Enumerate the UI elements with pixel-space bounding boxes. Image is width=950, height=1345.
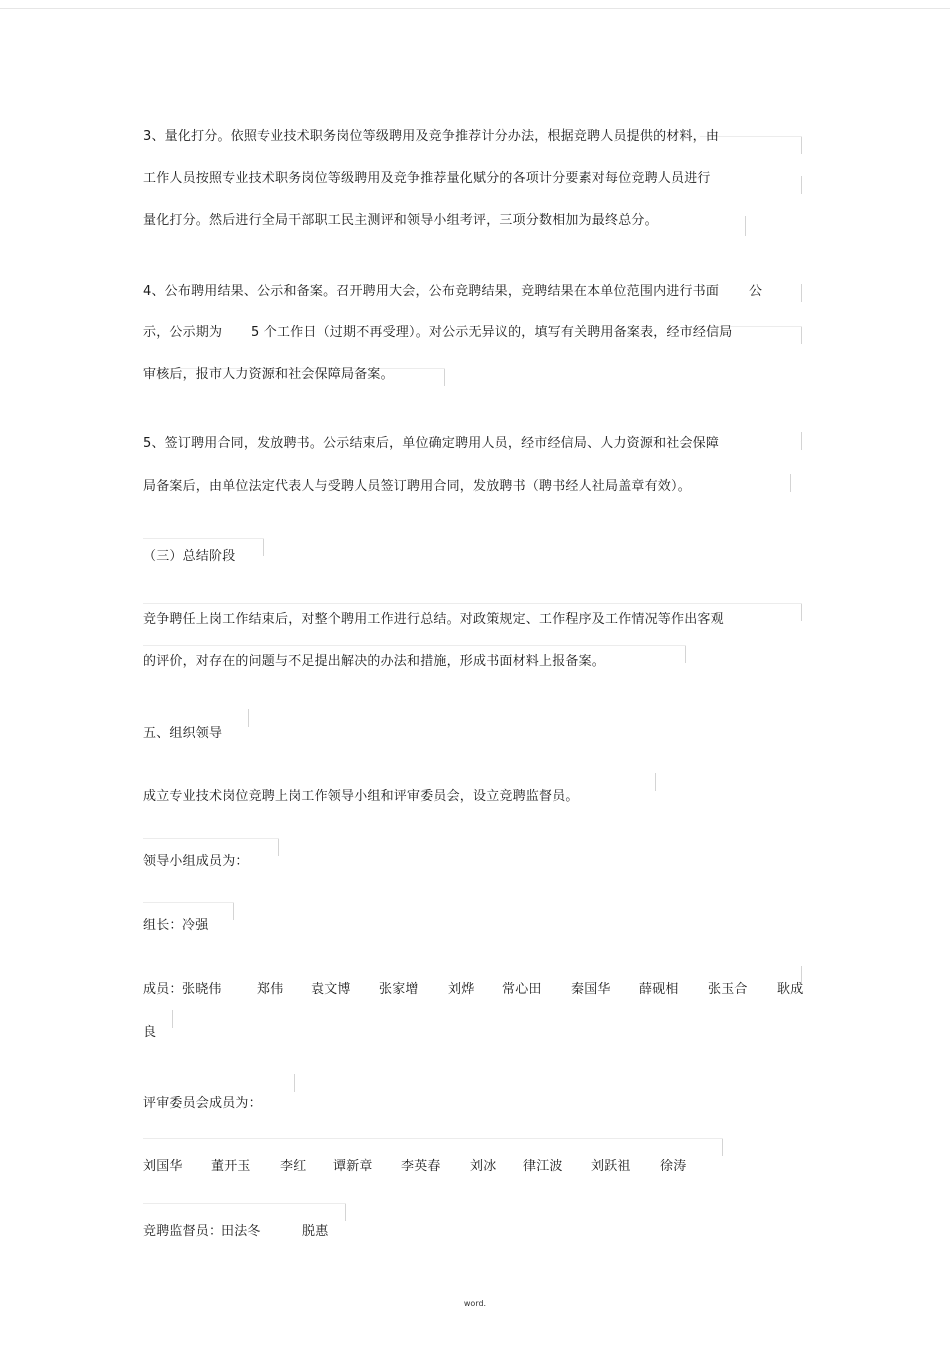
stage-three-line2: 的评价，对存在的问题与不足提出解决的办法和措施，形成书面材料上报备案。: [143, 654, 606, 669]
scan-mark: [143, 1138, 723, 1139]
scan-mark: [801, 284, 802, 302]
scan-mark: [143, 538, 264, 539]
step4-line1-tail: 公: [749, 284, 763, 299]
scan-mark: [685, 645, 686, 663]
scan-mark: [143, 645, 686, 646]
step4-line2-start: 示，公示期为: [143, 325, 223, 340]
group-leader-name: 冷强: [182, 918, 209, 933]
scan-mark: [143, 838, 279, 839]
committee-member: 刘冰: [470, 1159, 497, 1174]
committee-member: 刘国华: [143, 1159, 183, 1174]
scan-mark: [801, 326, 802, 344]
member-name: 张玉合: [708, 982, 748, 997]
committee-member: 律江波: [523, 1159, 563, 1174]
scan-mark: [278, 838, 279, 856]
member-name: 常心田: [502, 982, 542, 997]
member-name: 张家增: [379, 982, 419, 997]
scan-mark: [801, 176, 802, 194]
step4-line3: 审核后，报市人力资源和社会保障局备案。: [143, 367, 394, 382]
step3-line2: 工作人员按照专业技术职务岗位等级聘用及竞争推荐量化赋分的各项计分要素对每位竞聘人员进行: [143, 171, 711, 186]
step3-line1: 3、量化打分。依照专业技术职务岗位等级聘用及竞争推荐计分办法，根据竞聘人员提供的材料，由: [143, 129, 720, 144]
scan-mark: [294, 1074, 295, 1092]
stage-three-heading: （三）总结阶段: [143, 549, 236, 564]
scan-mark: [263, 538, 264, 556]
footer-text: word.: [463, 1299, 487, 1308]
scan-mark: [655, 773, 656, 791]
scan-mark: [801, 603, 802, 621]
scan-mark: [722, 1138, 723, 1156]
committee-label: 评审委员会成员为：: [143, 1096, 262, 1111]
member-name: 薛砚相: [639, 982, 679, 997]
committee-member: 董开玉: [211, 1159, 251, 1174]
step4-line2-rest: 5 个工作日（过期不再受理）。对公示无异议的，填写有关聘用备案表，经市经信局: [251, 325, 733, 340]
scan-mark: [143, 902, 234, 903]
committee-member: 李英春: [401, 1159, 441, 1174]
scan-mark: [233, 902, 234, 920]
step5-line2: 局备案后，由单位法定代表人与受聘人员签订聘用合同，发放聘书（聘书经人社局盖章有效）。: [143, 479, 691, 494]
member-name: 郑伟: [257, 982, 284, 997]
step3-line3: 量化打分。然后进行全局干部职工民主测评和领导小组考评，三项分数相加为最终总分。: [143, 213, 658, 228]
committee-member: 徐涛: [660, 1159, 687, 1174]
members-label: 成员：: [143, 982, 183, 997]
member-name: 秦国华: [571, 982, 611, 997]
section-five-heading: 五、组织领导: [143, 726, 223, 741]
page-top-border: [0, 8, 950, 9]
section-five-intro: 成立专业技术岗位竞聘上岗工作领导小组和评审委员会，设立竞聘监督员。: [143, 789, 579, 804]
stage-three-line1: 竞争聘任上岗工作结束后，对整个聘用工作进行总结。对政策规定、工作程序及工作情况等作出客观: [143, 612, 724, 627]
committee-member: 谭新章: [333, 1159, 373, 1174]
committee-member: 李红: [280, 1159, 307, 1174]
group-leader-label: 组长：: [143, 918, 183, 933]
member-name: 耿成: [777, 982, 804, 997]
scan-mark: [444, 368, 445, 386]
member-name: 刘烨: [448, 982, 475, 997]
scan-mark: [143, 1203, 346, 1204]
supervisor-name: 脱惠: [302, 1224, 329, 1239]
leader-group-label: 领导小组成员为：: [143, 854, 249, 869]
scan-mark: [745, 216, 746, 236]
member-name: 张晓伟: [182, 982, 222, 997]
scan-mark: [790, 474, 791, 492]
supervisor-name: 田法冬: [221, 1224, 261, 1239]
member-name: 袁文博: [311, 982, 351, 997]
step4-line1-text: 4、公布聘用结果、公示和备案。召开聘用大会，公布竞聘结果，竞聘结果在本单位范围内进行书面: [143, 284, 720, 299]
scan-mark: [345, 1203, 346, 1221]
scan-mark: [248, 709, 249, 727]
step5-line1: 5、签订聘用合同，发放聘书。公示结束后，单位确定聘用人员，经市经信局、人力资源和社会保障: [143, 436, 720, 451]
members-wrap: 良: [143, 1025, 157, 1040]
scan-mark: [801, 432, 802, 450]
committee-member: 刘跃祖: [591, 1159, 631, 1174]
supervisor-label: 竞聘监督员：: [143, 1224, 223, 1239]
scan-mark: [801, 136, 802, 154]
scan-mark: [143, 603, 802, 604]
scan-mark: [172, 1010, 173, 1028]
